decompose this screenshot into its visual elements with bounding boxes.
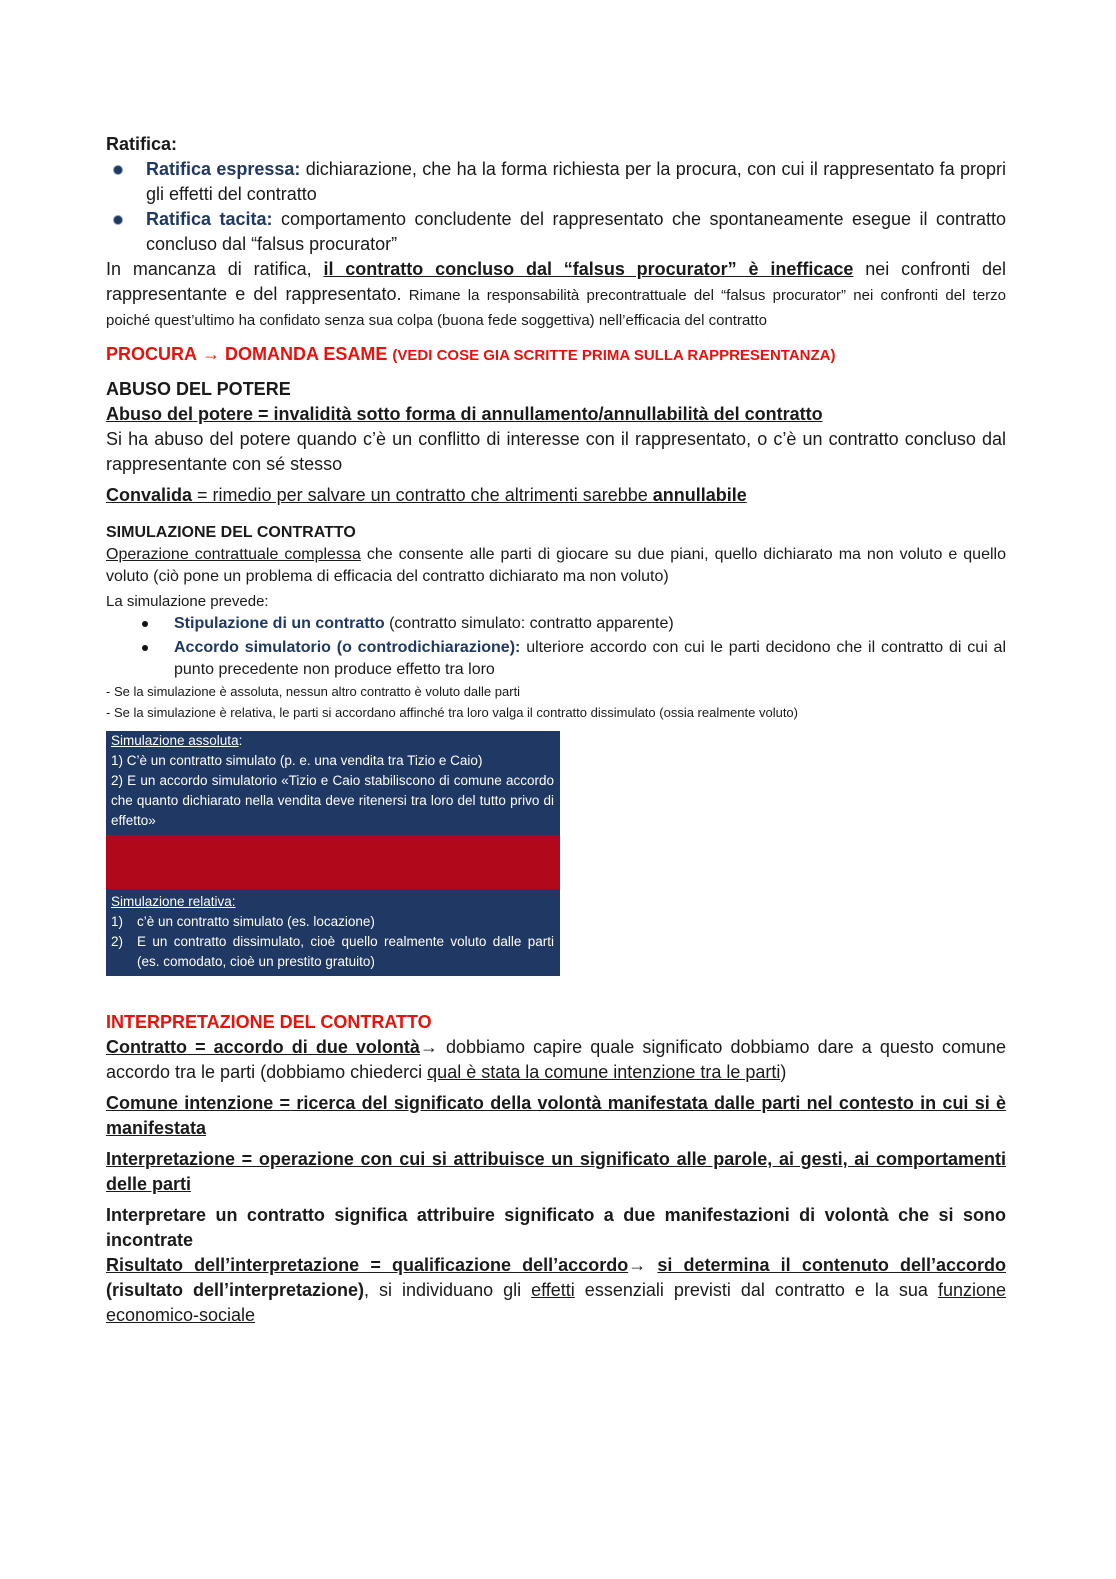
interpretazione-p4: Interpretare un contratto significa attribuire significato a due manifestazioni di volontà che si sono incontrate bbox=[106, 1205, 1006, 1250]
accordo-text: ulteriore accordo con cui le parti decidono che il contratto di cui al punto precedente non produce effetto tra loro bbox=[174, 639, 1007, 678]
convalida-term: Convalida bbox=[106, 485, 193, 505]
p5-text-2: essenziali previsti dal contratto e la sua bbox=[574, 1280, 938, 1300]
ratifica-list bbox=[106, 157, 1006, 257]
stipulazione-term: Stipulazione di un contratto bbox=[174, 615, 385, 632]
simulazione-intro bbox=[106, 544, 1006, 588]
mancanza-bold: il contratto concluso dal “falsus procurator” è inefficace bbox=[323, 259, 854, 279]
mancanza-post: nei confronti del rappresentante e del rappresentato. bbox=[106, 259, 1006, 304]
simulazione-prevede: La simulazione prevede: bbox=[106, 593, 269, 610]
interpretazione-p1 bbox=[106, 1035, 1006, 1085]
simulazione-list bbox=[106, 613, 1006, 681]
procura-right: DOMANDA ESAME bbox=[225, 344, 388, 364]
interpretazione-p5 bbox=[106, 1253, 1006, 1328]
arrow-right-icon: → bbox=[419, 1037, 438, 1057]
p5-text: , si individuano gli bbox=[364, 1280, 532, 1300]
list-item bbox=[106, 157, 1006, 207]
procura-note: (VEDI COSE GIA SCRITTE PRIMA SULLA RAPPRESENTANZA) bbox=[392, 347, 836, 364]
assoluta-title: Simulazione assoluta bbox=[111, 733, 239, 748]
relativa-item-1 bbox=[111, 912, 554, 932]
p5-funzione: funzione economico-sociale bbox=[106, 1280, 1007, 1325]
list-item bbox=[106, 637, 1006, 681]
interpretazione-heading: INTERPRETAZIONE DEL CONTRATTO bbox=[106, 1012, 432, 1032]
p5-bold: (risultato dell’interpretazione) bbox=[106, 1280, 365, 1300]
mancanza-small: Rimane la responsabilità precontrattuale del “falsus procurator” nei confronti del terzo poiché quest’ultimo ha confidato senza sua colpa (buona fede soggettiva) nell’efficacia del contratto bbox=[106, 287, 1007, 329]
relativa-item-number: 2) bbox=[111, 934, 124, 949]
assoluta-colon: : bbox=[238, 733, 243, 748]
p1-underlined-2: qual è stata la comune intenzione tra le parti bbox=[427, 1062, 781, 1082]
relativa-item-number: 1) bbox=[111, 914, 124, 929]
ratifica-mancanza-paragraph bbox=[106, 257, 1006, 332]
relativa-item-2 bbox=[111, 932, 554, 972]
ratifica-espressa-term: Ratifica espressa: bbox=[146, 159, 301, 179]
ratifica-tacita-text: comportamento concludente del rappresentato che spontaneamente esegue il contratto concluso dal “falsus procurator” bbox=[146, 209, 1006, 254]
p5-underlined: Risultato dell’interpretazione = qualificazione dell’accordo bbox=[106, 1255, 629, 1275]
interpretazione-p3: Interpretazione = operazione con cui si attribuisce un significato alle parole, ai gesti, ai comportamenti delle parti bbox=[106, 1149, 1006, 1194]
accordo-term: Accordo simulatorio (o controdichiarazione): bbox=[174, 639, 521, 656]
document-page bbox=[106, 132, 1006, 1328]
simulazione-note-relativa: - Se la simulazione è relativa, le parti si accordano affinché tra loro valga il contratto dissimulato (ossia realmente voluto) bbox=[106, 705, 798, 720]
ratifica-tacita-term: Ratifica tacita: bbox=[146, 209, 273, 229]
simulazione-assoluta-panel bbox=[106, 731, 560, 835]
relativa-title: Simulazione relativa: bbox=[111, 894, 236, 909]
ratifica-espressa-text: dichiarazione, che ha la forma richiesta per la procura, con cui il rappresentato fa propri gli effetti del contratto bbox=[146, 159, 1006, 204]
relativa-item-text: E un contratto dissimulato, cioè quello realmente voluto dalle parti (es. comodato, cioè un prestito gratuito) bbox=[137, 934, 554, 969]
p5-underlined-2: si determina il contenuto dell’accordo bbox=[657, 1255, 1006, 1275]
ratifica-heading: Ratifica: bbox=[106, 134, 178, 154]
stipulazione-text: (contratto simulato: contratto apparente) bbox=[384, 615, 674, 632]
procura-line bbox=[106, 342, 1006, 367]
p1-text: dobbiamo capire quale significato dobbiamo dare a questo comune accordo tra le parti (dobbiamo chiederci bbox=[106, 1037, 1006, 1082]
relativa-item-text: c’è un contratto simulato (es. locazione) bbox=[137, 914, 375, 929]
arrow-right-icon: → bbox=[202, 344, 221, 364]
simulazione-relativa-panel bbox=[106, 889, 560, 976]
simulazione-box bbox=[106, 731, 560, 976]
interpretazione-p2: Comune intenzione = ricerca del significato della volontà manifestata dalle parti nel contesto in cui si è manifestata bbox=[106, 1093, 1006, 1138]
simulazione-heading: SIMULAZIONE DEL CONTRATTO bbox=[106, 524, 356, 541]
convalida-text: = rimedio per salvare un contratto che altrimenti sarebbe bbox=[192, 485, 653, 505]
assoluta-item-1: 1) C’è un contratto simulato (p. e. una vendita tra Tizio e Caio) bbox=[111, 753, 483, 768]
p1-underlined: Contratto = accordo di due volontà bbox=[106, 1037, 420, 1057]
list-item bbox=[106, 613, 1006, 635]
convalida-bold: annullabile bbox=[652, 485, 747, 505]
simulazione-note-assoluta: - Se la simulazione è assoluta, nessun altro contratto è voluto dalle parti bbox=[106, 684, 521, 699]
list-item bbox=[106, 207, 1006, 257]
arrow-right-icon: → bbox=[628, 1255, 647, 1275]
simulazione-intro-rest: che consente alle parti di giocare su due piani, quello dichiarato ma non voluto e quello voluto (ciò pone un problema di efficacia del contratto dichiarato ma non voluto) bbox=[106, 546, 1006, 585]
abuso-heading: ABUSO DEL POTERE bbox=[106, 379, 291, 399]
assoluta-title-line bbox=[111, 731, 554, 751]
simulazione-intro-underlined: Operazione contrattuale complessa bbox=[106, 546, 361, 563]
assoluta-item-2: 2) E un accordo simulatorio «Tizio e Caio stabiliscono di comune accordo che quanto dichiarato nella vendita deve ritenersi tra loro del tutto privo di effetto» bbox=[111, 773, 554, 828]
p5-effetti: effetti bbox=[531, 1280, 575, 1300]
mancanza-pre: In mancanza di ratifica, bbox=[106, 259, 324, 279]
procura-left: PROCURA bbox=[106, 344, 198, 364]
convalida-line bbox=[106, 483, 1006, 508]
p1-end: ) bbox=[780, 1062, 787, 1082]
box-red-divider bbox=[106, 835, 560, 889]
abuso-definition: Abuso del potere = invalidità sotto forma di annullamento/annullabilità del contratto bbox=[106, 404, 823, 424]
abuso-text: Si ha abuso del potere quando c’è un conflitto di interesse con il rappresentato, o c’è un contratto concluso dal rappresentante con sé stesso bbox=[106, 429, 1006, 474]
